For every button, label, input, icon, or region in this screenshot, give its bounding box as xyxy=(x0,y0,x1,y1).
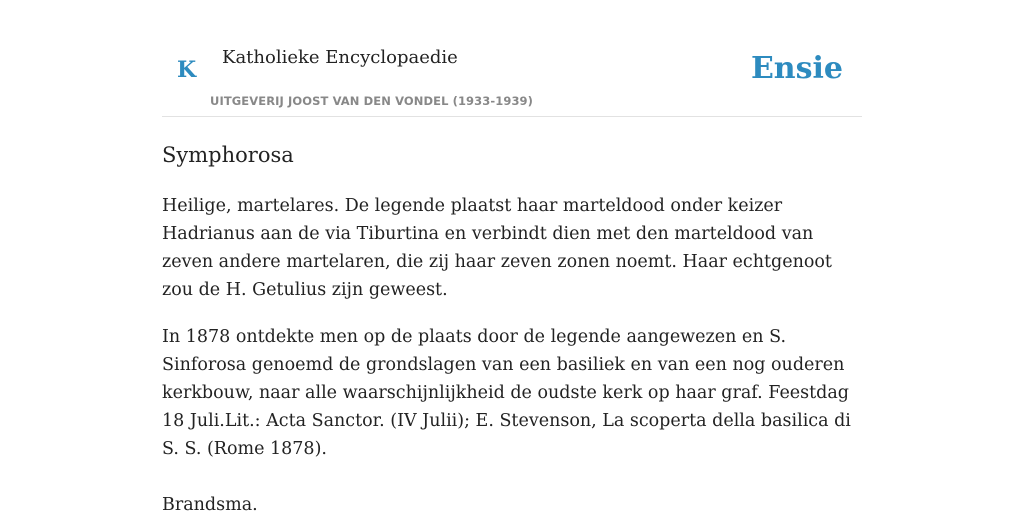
ensie-brand-logo[interactable]: Ensie xyxy=(750,51,843,86)
encyclopedia-logo[interactable]: K xyxy=(177,57,197,83)
site-header xyxy=(162,0,862,117)
article-author: Brandsma. xyxy=(162,495,258,512)
article-paragraph: Heilige, martelares. De legende plaatst haar marteldood onder keizer Hadrianus aan de via Tiburtina en verbindt dien met den marteldood van zeven andere martelaren, die zij haar zeven zonen noemt. Haar echtgenoot zou de H. Getulius zijn geweest. xyxy=(162,196,832,300)
article-title: Symphorosa xyxy=(162,143,294,167)
publisher-label: UITGEVERIJ JOOST VAN DEN VONDEL (1933-1939) xyxy=(210,94,533,108)
encyclopedia-title-link[interactable]: Katholieke Encyclopaedie xyxy=(222,47,458,68)
article-content xyxy=(162,140,862,512)
article-paragraph: In 1878 ontdekte men op de plaats door de legende aangewezen en S. Sinforosa genoemd de grondslagen van een basiliek en van een nog ouderen kerkbouw, naar alle waarschijnlijkheid de oudste kerk op haar graf. Feestdag 18 Juli.Lit.: Acta Sanctor. (IV Julii); E. Stevenson, La scoperta della basilica di S. S. (Rome 1878). xyxy=(162,327,851,459)
